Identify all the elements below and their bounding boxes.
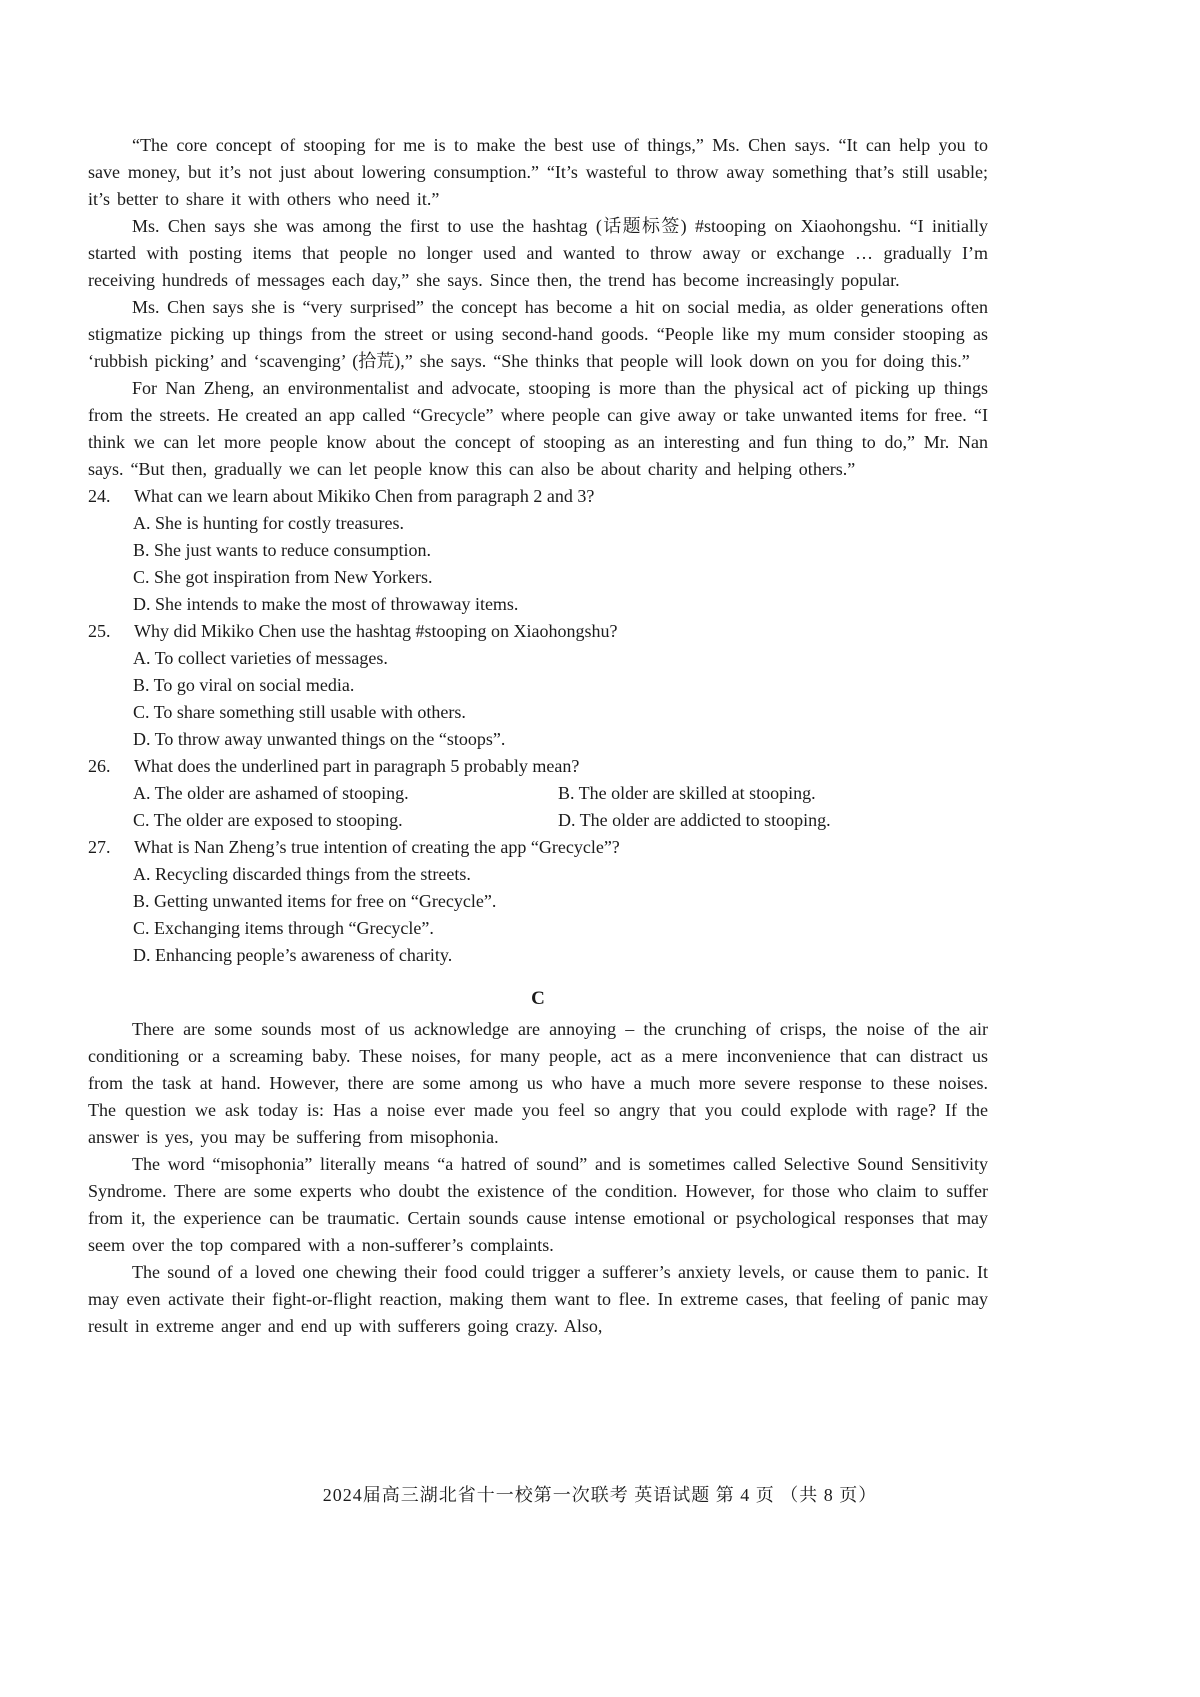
answer-option: C. The older are exposed to stooping.: [133, 810, 403, 830]
question-line: [88, 483, 988, 510]
question-line: [88, 618, 988, 645]
options-list: [133, 510, 988, 618]
question-number: 27.: [88, 837, 111, 857]
passage-paragraph: Ms. Chen says she is “very surprised” the concept has become a hit on social media, as older generations often stigmatize picking up things from the street or using second-hand goods. “People like my mum consider stooping as ‘rubbish picking’ and ‘scavenging’ (拾荒),” she says. “She thinks that people will look down on you for doing this.”: [88, 297, 988, 371]
passage-paragraph: The word “misophonia” literally means “a hatred of sound” and is sometimes called Selective Sound Sensitivity Syndrome. There are some experts who doubt the existence of the condition. However, for those who claim to suffer from it, the experience can be traumatic. Certain sounds cause intense emotional or psychological responses that may seem over the top compared with a non-sufferer’s complaints.: [88, 1154, 988, 1255]
question-24: [88, 483, 988, 618]
answer-option: D. She intends to make the most of throwaway items.: [133, 594, 519, 614]
answer-option: A. She is hunting for costly treasures.: [133, 513, 404, 533]
answer-option: C. She got inspiration from New Yorkers.: [133, 567, 433, 587]
answer-option: B. She just wants to reduce consumption.: [133, 540, 431, 560]
question-25: [88, 618, 988, 753]
passage-paragraph: There are some sounds most of us acknowledge are annoying – the crunching of crisps, the noise of the air conditioning or a screaming baby. These noises, for many people, act as a mere inconvenience that can distract us from the task at hand. However, there are some among us who have a much more severe response to these noises. The question we ask today is: Has a noise ever made you feel so angry that you could explode with rage? If the answer is yes, you may be suffering from misophonia.: [88, 1019, 988, 1147]
question-number: 26.: [88, 756, 111, 776]
question-27: [88, 834, 988, 969]
question-text: What does the underlined part in paragraph 5 probably mean?: [134, 756, 580, 776]
passage-paragraph: For Nan Zheng, an environmentalist and advocate, stooping is more than the physical act of picking up things from the streets. He created an app called “Grecycle” where people can give away or take unwanted items for free. “I think we can let more people know about the concept of stooping as an interesting and fun thing to do,” Mr. Nan says. “But then, gradually we can let people know this can also be about charity and helping others.”: [88, 378, 988, 479]
answer-option: C. To share something still usable with others.: [133, 702, 466, 722]
options-list: [133, 780, 988, 834]
page-footer: 2024届高三湖北省十一校第一次联考 英语试题 第 4 页 （共 8 页）: [322, 1485, 878, 1505]
section-c-heading: C: [531, 988, 545, 1009]
options-list: [133, 861, 988, 969]
answer-option: B. To go viral on social media.: [133, 675, 355, 695]
question-26: [88, 753, 988, 834]
passage-paragraph: Ms. Chen says she was among the first to use the hashtag (话题标签) #stooping on Xiaohongshu. “I initially started with posting items that people no longer used and wanted to throw away or exchange … gradually I’m receiving hundreds of messages each day,” she says. Since then, the trend has become increasingly popular.: [88, 216, 988, 290]
answer-option: B. The older are skilled at stooping.: [558, 783, 816, 803]
answer-option: D. To throw away unwanted things on the “stoops”.: [133, 729, 506, 749]
question-line: [88, 753, 988, 780]
passage-paragraph: The sound of a loved one chewing their food could trigger a sufferer’s anxiety levels, or cause them to panic. It may even activate their fight-or-flight reaction, making them want to flee. In extreme cases, that feeling of panic may result in extreme anger and end up with sufferers going crazy. Also,: [88, 1262, 988, 1336]
answer-option: C. Exchanging items through “Grecycle”.: [133, 918, 434, 938]
passage-paragraph: “The core concept of stooping for me is to make the best use of things,” Ms. Chen says. “It can help you to save money, but it’s not just about lowering consumption.” “It’s wasteful to throw away something that’s still usable; it’s better to share it with others who need it.”: [88, 135, 988, 209]
answer-option: A. Recycling discarded things from the streets.: [133, 864, 471, 884]
answer-option: A. To collect varieties of messages.: [133, 648, 388, 668]
question-text: What is Nan Zheng’s true intention of creating the app “Grecycle”?: [134, 837, 620, 857]
question-text: What can we learn about Mikiko Chen from paragraph 2 and 3?: [134, 486, 595, 506]
answer-option: D. The older are addicted to stooping.: [558, 810, 831, 830]
question-number: 24.: [88, 486, 111, 506]
question-text: Why did Mikiko Chen use the hashtag #stooping on Xiaohongshu?: [134, 621, 618, 641]
answer-option: A. The older are ashamed of stooping.: [133, 783, 409, 803]
answer-option: D. Enhancing people’s awareness of charity.: [133, 945, 453, 965]
options-list: [133, 645, 988, 753]
question-line: [88, 834, 988, 861]
page-content: [88, 132, 988, 1340]
answer-option: B. Getting unwanted items for free on “Grecycle”.: [133, 891, 497, 911]
question-number: 25.: [88, 621, 111, 641]
